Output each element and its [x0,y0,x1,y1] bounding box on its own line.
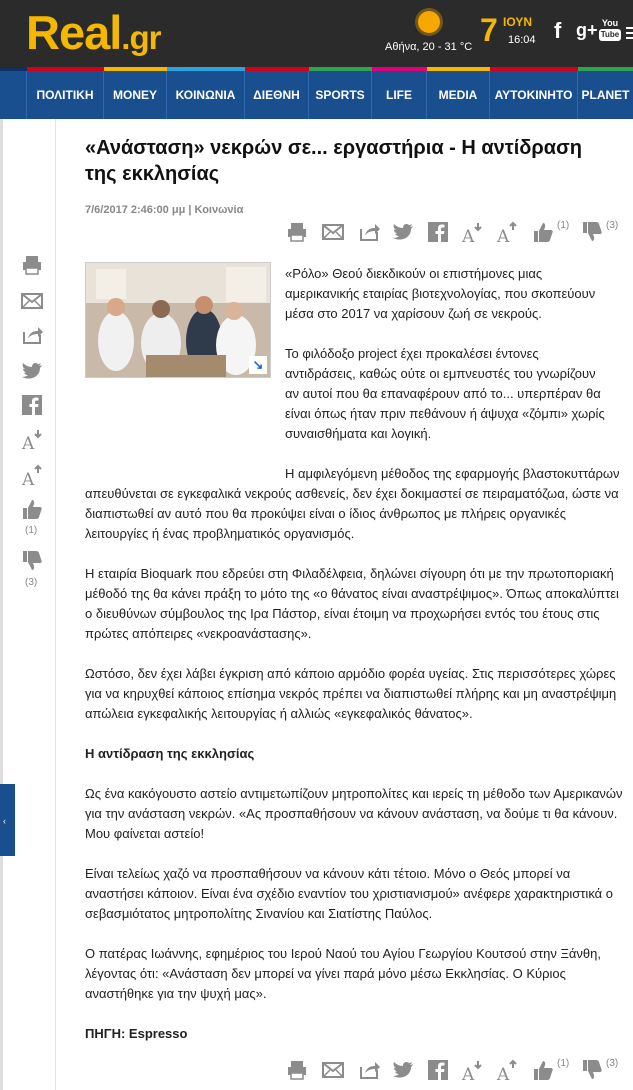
article-meta [85,204,243,216]
print-icon[interactable] [20,253,44,277]
like-count: (1) [557,220,570,231]
article-subheading: Η αντίδραση της εκκλησίας [85,746,255,761]
nav-color-strip [372,67,427,71]
font-increase-icon[interactable] [495,1058,519,1082]
facebook-icon[interactable] [426,220,450,244]
like-count: (1) [25,525,38,536]
article-toolbar-top [285,220,630,252]
google-plus-icon[interactable]: g+ [576,20,598,40]
nav-color-strip [578,67,633,71]
lab-photo-image [86,263,270,377]
left-scroll-edge [0,119,3,1090]
side-tab[interactable] [0,784,15,856]
font-decrease-icon[interactable] [20,427,44,451]
share-icon[interactable] [357,1058,381,1082]
article-photo[interactable] [85,262,271,378]
date-month: ΙΟΥΝ [503,15,533,29]
meta-separator: | [188,204,192,216]
share-icon[interactable] [20,323,44,347]
main-nav [0,67,633,119]
font-increase-icon[interactable] [20,463,44,487]
like-count: (1) [557,1058,570,1069]
date-day: 7 [480,12,498,48]
svg-text:A: A [497,1065,510,1082]
nav-color-strip [27,67,104,71]
email-icon[interactable] [321,1058,345,1082]
thumbs-down-icon[interactable] [580,1058,604,1082]
facebook-icon[interactable] [20,393,44,417]
dislike-count: (3) [25,577,38,588]
expand-icon[interactable]: ↘ [249,356,267,374]
weather-text: Αθήνα, 20 - 31 °C [385,41,473,53]
facebook-icon[interactable] [426,1058,450,1082]
article-date: 7/6/2017 2:46:00 μμ [85,204,186,216]
nav-color-strip [427,67,490,71]
dislike-count: (3) [606,1058,619,1069]
nav-item-koinonia[interactable]: ΚΟΙΝΩΝΙΑ [166,71,244,119]
menu-icon[interactable] [626,27,633,42]
article-source: ΠΗΓΗ: Espresso [85,1026,188,1041]
nav-item-planet[interactable]: PLANET [577,71,633,119]
article-paragraph: Ωστόσο, δεν έχει λάβει έγκριση από κάποιο αρμόδιο φορέα υγείας. Στις περισσότερες χώρες για να κηρυχθεί κάποιος επίσημα νεκρός πρέπει να διαπιστωθεί πλήρης και μη αναστρέψιμη απώλεια εγκεφαλικής λειτουργίας ή αλλιώς «εγκεφαλικός θάνατος». [85,666,617,721]
nav-item-politiki[interactable]: ΠΟΛΙΤΙΚΗ [26,71,103,119]
print-icon[interactable] [285,1058,309,1082]
chevron-left-icon: ‹ [3,816,6,826]
dislike-count: (3) [606,220,619,231]
font-increase-icon[interactable] [495,220,519,244]
nav-color-strip [167,67,245,71]
article-paragraph: «Ρόλο» Θεού διεκδικούν οι επιστήμονες μιας αμερικανικής εταιρίας βιοτεχνολογίας, που σκοπεύουν μέσα στο 2017 να χαρίσουν ζωή σε νεκρούς. [285,266,596,321]
font-decrease-icon[interactable] [460,1058,484,1082]
article-title: «Ανάσταση» νεκρών σε... εργαστήρια - Η αντίδραση της εκκλησίας [85,137,582,185]
article-toolbar-bottom [285,1058,630,1090]
nav-item-money[interactable]: MONEY [103,71,166,119]
site-header [0,0,633,67]
article-paragraph: Ο πατέρας Ιωάννης, εφημέριος του Ιερού Ναού του Αγίου Γεωργίου Κουτσού στην Ξάνθη, λέγοντας ότι: «Ανάσταση δεν μπορεί να γίνει παρά μόνο μέσω Εκκλησίας. Ο Κύριος αναστήθηκε για την ψυχή μας». [85,946,601,1001]
nav-item-sports[interactable]: SPORTS [308,71,371,119]
thumbs-down-icon[interactable] [580,220,604,244]
thumbs-down-icon[interactable] [20,549,44,573]
facebook-icon[interactable]: f [554,18,562,43]
email-icon[interactable] [321,220,345,244]
current-time: 16:04 [508,34,536,46]
share-icon[interactable] [357,220,381,244]
thumbs-up-icon[interactable] [531,220,555,244]
email-icon[interactable] [20,289,44,313]
svg-text:A: A [22,434,35,451]
article-paragraph: Το φιλόδοξο project έχει προκαλέσει έντονες αντιδράσεις, καθώς ούτε οι εμπνευστές του γνωρίζουν αν αυτοί που θα επαναφέρουν από το... υπερπέραν θα είναι όπως ήταν πριν πεθάνουν ή άψυχα «ζόμπι» χωρίς συναισθήματα και λογική. [285,346,605,441]
print-icon[interactable] [285,220,309,244]
nav-item-life[interactable]: LIFE [371,71,426,119]
thumbs-up-icon[interactable] [531,1058,555,1082]
nav-item-media[interactable]: MEDIA [426,71,489,119]
twitter-icon[interactable] [391,1058,415,1082]
nav-item-aftokinito[interactable]: ΑΥΤΟΚΙΝΗΤΟ [489,71,577,119]
youtube-icon[interactable]: You Tube [600,18,620,39]
thumbs-up-icon[interactable] [20,497,44,521]
svg-text:A: A [462,1065,475,1082]
nav-item-diethni[interactable]: ΔΙΕΘΝΗ [244,71,308,119]
svg-text:A: A [497,227,510,244]
article-paragraph: Η εταιρία Bioquark που εδρεύει στη Φιλαδέλφεια, δηλώνει σίγουρη ότι με την πρωτοποριακή μέθοδό της θα κάνει πράξη το μότο της «ο θάνατος είναι αναστρέψιμος». Όπως αποκαλύπτει ο διευθύνων σύμβουλος της Ιρα Πάστορ, είναι έτοιμη να προχωρήσει εντός του έτους στις πρώτες απόπειρες «νεκροανάστασης». [85,566,619,641]
twitter-icon[interactable] [20,359,44,383]
article-paragraph: Ως ένα κακόγουστο αστείο αντιμετωπίζουν μητροπολίτες και ιερείς τη μέθοδο των Αμερικανών για την ανάσταση νεκρών. «Ας προσπαθήσουν να κάνουν ανάσταση, να δούμε τι θα κάνουν. Μου φαίνεται αστείο! [85,786,623,841]
svg-text:A: A [22,470,35,487]
site-logo[interactable]: Real.gr [26,6,161,59]
svg-text:A: A [462,227,475,244]
nav-color-strip [104,67,167,71]
article-paragraph: Η αμφιλεγόμενη μέθοδος της εφαρμογής βλαστοκυττάρων απευθύνεται σε εγκεφαλικά νεκρούς ασθενείς, δεν έχει δοκιμαστεί σε πειραματόζωα, ώστε να διαπιστωθεί αν αυτό που θα προκύψει είναι ο ίδιος άνθρωπος με πλήρεις οργανικές λειτουργίες ή ένας προβληματικός οργανισμός. [85,466,620,541]
article-category-link[interactable]: Κοινωνία [194,204,244,216]
article-paragraph: Είναι τελείως χαζό να προσπαθήσουν να κάνουν κάτι τέτοιο. Μόνο ο Θεός μπορεί να αναστήσει κάποιον. Είναι ένα σχέδιο εναντίον του χριστιανισμού» ανέφερε χαρακτηριστικά ο σεβασμιότατος μητροπολίτης Σινανίου και Σιατίστης Παύλος. [85,866,614,921]
nav-color-strip [309,67,372,71]
nav-color-strip [245,67,309,71]
font-decrease-icon[interactable] [460,220,484,244]
sun-icon [418,11,440,33]
twitter-icon[interactable] [391,220,415,244]
nav-color-strip [490,67,578,71]
